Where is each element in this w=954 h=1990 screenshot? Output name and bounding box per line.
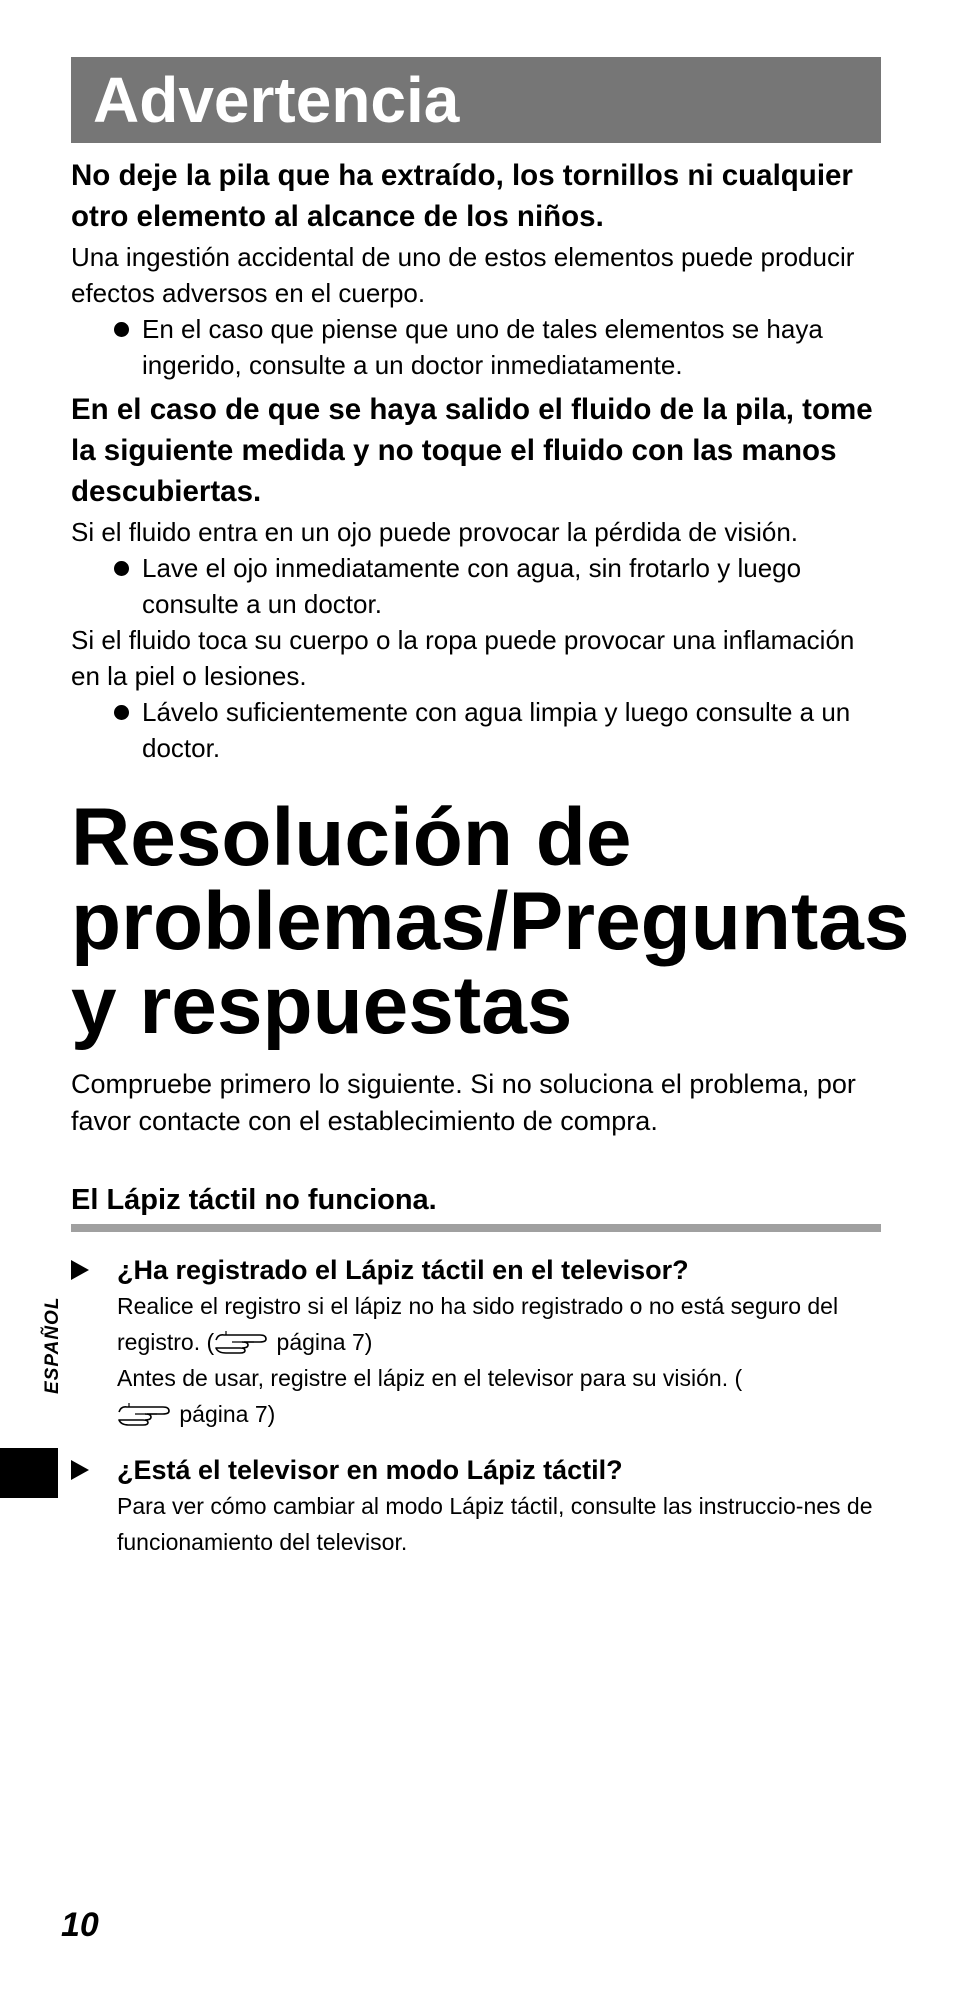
qa-item-mode: [71, 1452, 881, 1560]
page-reference: página 7): [214, 1329, 372, 1355]
arrow-right-icon: [71, 1460, 89, 1480]
warning-bullet-wash: Lávelo suficientemente con agua limpia y luego consulte a un doctor.: [71, 694, 881, 766]
warning-text-ingestion: Una ingestión accidental de uno de estos elementos puede producir efectos adversos en el cuerpo.: [71, 242, 855, 308]
page-number: 10: [61, 1906, 99, 1944]
section-title-pen: El Lápiz táctil no funciona.: [71, 1182, 881, 1232]
warning-text-eye: Si el fluido entra en un ojo puede provocar la pérdida de visión.: [71, 517, 799, 547]
pointing-hand-icon: [117, 1402, 173, 1426]
bullet-dot-icon: [114, 561, 129, 576]
page-content: [71, 57, 910, 1560]
arrow-right-icon: [71, 1260, 89, 1280]
pointing-hand-icon: [214, 1330, 270, 1354]
warning-title: Advertencia: [93, 64, 460, 136]
warning-text-skin: Si el fluido toca su cuerpo o la ropa puede provocar una inflamación en la piel o lesiones.: [71, 625, 855, 691]
language-tab: [0, 1448, 58, 1498]
troubleshooting-intro: Compruebe primero lo siguiente. Si no soluciona el problema, por favor contacte con el establecimiento de compra.: [71, 1069, 856, 1136]
warning-header: [71, 57, 881, 143]
question-registration: ¿Ha registrado el Lápiz táctil en el televisor?: [117, 1255, 689, 1285]
qa-item-registration: [71, 1252, 881, 1432]
answer-registration: Realice el registro si el lápiz no ha sido registrado o no está seguro del registro. ( página 7): [117, 1293, 839, 1355]
warning-bullet-eye: Lave el ojo inmediatamente con agua, sin frotarlo y luego consulte a un doctor.: [71, 550, 881, 622]
bullet-dot-icon: [114, 322, 129, 337]
warning-bullet-doctor: En el caso que piense que uno de tales elementos se haya ingerido, consulte a un doctor inmediatamente.: [71, 311, 881, 383]
troubleshooting-title: Resolución de problemas/Preguntas y respuestas: [71, 792, 910, 1051]
answer-mode: Para ver cómo cambiar al modo Lápiz táctil, consulte las instruccio-nes de funcionamiento del televisor.: [117, 1493, 873, 1555]
bullet-dot-icon: [114, 705, 129, 720]
warning-lead-fluid: En el caso de que se haya salido el fluido de la pila, tome la siguiente medida y no toque el fluido con las manos descubiertas.: [71, 393, 873, 508]
warning-lead-children: No deje la pila que ha extraído, los tornillos ni cualquier otro elemento al alcance de los niños.: [71, 159, 853, 233]
language-label: ESPAÑOL: [42, 1296, 63, 1394]
question-mode: ¿Está el televisor en modo Lápiz táctil?: [117, 1455, 623, 1485]
answer-registration-before-use: Antes de usar, registre el lápiz en el televisor para su visión. ( página 7): [117, 1365, 743, 1427]
page-reference: página 7): [117, 1401, 275, 1427]
